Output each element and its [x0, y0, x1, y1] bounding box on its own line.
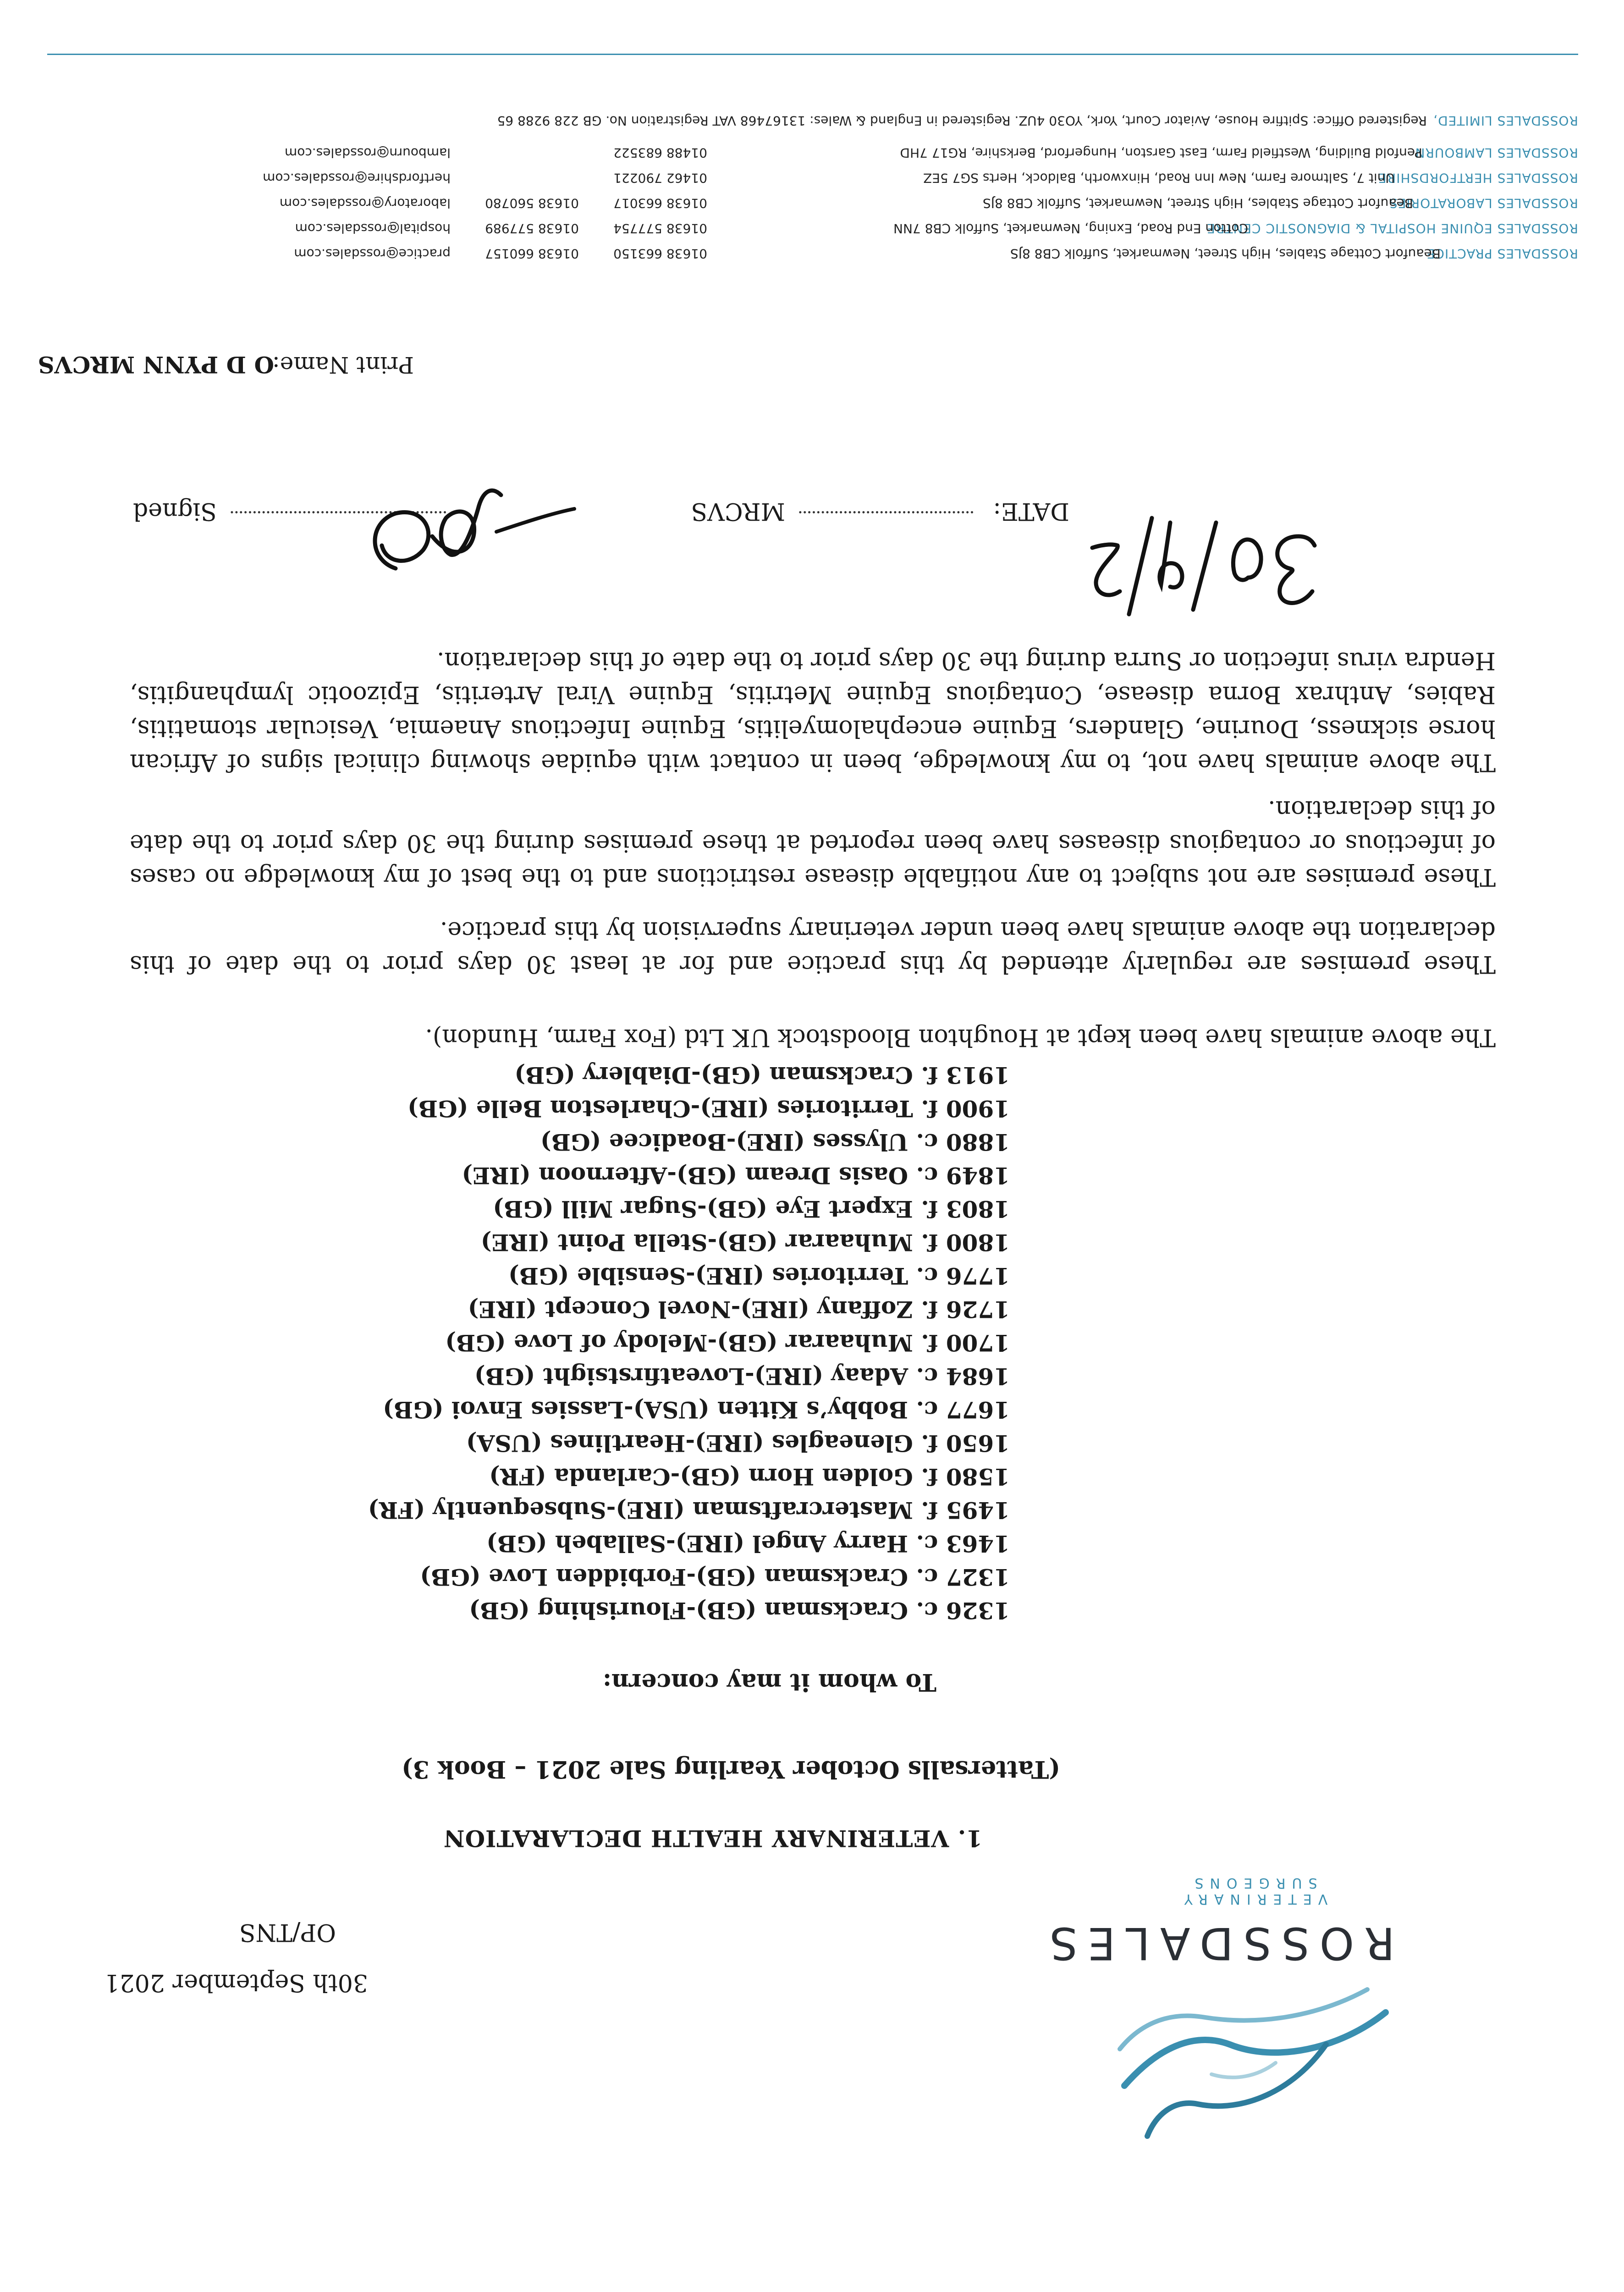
office-address: Beaufort Cottage Stables, High Street, Newmarket, Suffolk CB8 8JS [982, 196, 1413, 211]
office-name: ROSSDALES LABORATORIES [1388, 196, 1578, 211]
footer-office-row [47, 193, 1578, 211]
paragraph-disease: These premises are not subject to any notifiable disease restrictions and to the best of my knowledge no cases of infectious or contagious diseases have been reported at these premises during the 30 days prior to the date of this declaration. [130, 795, 1496, 891]
letter-date: 30th September 2021 [104, 1969, 368, 1996]
declaration-heading: 1. VETERINARY HEALTH DECLARATION [443, 1825, 982, 1852]
office-email: lambourn@rossdales.com [284, 145, 451, 160]
lot-item: 1677 c. Bobby’s Kitten (USA)-Lassies Envoi (GB) [383, 1396, 1010, 1423]
lot-item: 1650 f. Gleneagles (IRE)-Heartlines (USA) [466, 1430, 1010, 1457]
footer-divider [47, 54, 1578, 55]
office-email: hertfordshire@rossdales.com [263, 171, 451, 186]
office-name: ROSSDALES LAMBOURN [1415, 145, 1578, 160]
office-address: Beaufort Cottage Stables, High Street, Newmarket, Suffolk CB8 8JS [1010, 246, 1441, 261]
company-name: ROSSDALES [1039, 1917, 1395, 1969]
declaration-subheading: (Tattersalls October Yearling Sale 2021 – Book 3) [402, 1755, 1060, 1783]
lot-item: 1463 c. Harry Angel (IRE)-Sallabeh (GB) [486, 1530, 1010, 1557]
office-address: Penfold Building, Westfield Farm, East Garston, Hungerford, Berkshire, RG17 7HD [900, 145, 1422, 160]
registration-text: Registered Office: Spitfire House, Aviator Court, York, YO30 4UZ. Registered in England & Wales: 13167468 VAT Registration No. GB 228 9288 65 [497, 113, 1427, 128]
office-fax: 01638 660157 [485, 246, 579, 261]
footer-registration [47, 110, 1578, 128]
print-name-value: O D PYNN MRCVS [38, 351, 274, 378]
paragraph-contact: The above animals have not, to my knowledge, been in contact with equidae showing clinical signs of African horse sickness, Dourine, Glanders, Equine encephalomyelitis, Equine Infectious Anaemia, Vesicular stomatitis, Rabies, Anthrax Borna disease, Contagious Equine Metritis, Equine Viral Arteritis, Epizootic lymphangitis, Hendra virus infection or Surra during the 30 days prior to the date of this declaration. [130, 647, 1496, 776]
salutation: To whom it may concern: [602, 1668, 936, 1696]
office-tel: 01488 683522 [613, 145, 707, 160]
lot-item: 1913 f. Cracksman (GB)-Diablery (GB) [514, 1062, 1010, 1089]
letter-reference: OP/TNS [239, 1918, 336, 1946]
lot-item: 1776 c. Territories (IRE)-Sensible (GB) [508, 1262, 1010, 1289]
signed-label: Signed [132, 497, 217, 525]
lot-list [139, 1058, 1010, 1627]
office-tel: 01638 663150 [613, 246, 707, 261]
office-name: ROSSDALES PRACTICE [1426, 246, 1578, 261]
handwritten-signature [363, 481, 584, 601]
office-name: ROSSDALES EQUINE HOSPITAL & DIAGNOSTIC CENTRE [1206, 221, 1578, 236]
lot-item: 1726 f. Zoffany (IRE)-Novel Concept (IRE) [468, 1296, 1010, 1323]
office-address: Cotton End Road, Exning, Newmarket, Suffolk CB8 7NN [893, 221, 1248, 236]
office-email: hospital@rossdales.com [295, 221, 451, 236]
office-address: Unit 7, Saltmore Farm, New Inn Road, Hinxworth, Baldock, Herts SG7 5EZ [923, 171, 1395, 186]
letterhead-logo [1039, 1875, 1509, 2223]
registration-company: ROSSDALES LIMITED, [1433, 113, 1578, 128]
office-fax: 01638 560780 [485, 196, 579, 211]
mrcvs-label: MRCVS [691, 497, 785, 525]
office-tel: 01638 663017 [613, 196, 707, 211]
office-name: ROSSDALES HERTFORDSHIRE [1378, 171, 1578, 186]
footer-office-row [47, 142, 1578, 160]
lot-item: 1580 f. Golden Horn (GB)-Carlanda (FR) [489, 1463, 1010, 1490]
lot-item: 1800 f. Muhaarar (GB)-Stella Point (IRE) [480, 1229, 1010, 1256]
office-email: laboratory@rossdales.com [279, 196, 451, 211]
paragraph-premises: These premises are regularly attended by this practice and for at least 30 days prior to the date of this declaration the above animals have been under veterinary supervision by this practice. [130, 916, 1496, 978]
lot-item: 1684 c. Adaay (IRE)-Loveatfirstsight (GB) [474, 1363, 1010, 1390]
footer-office-row [47, 243, 1578, 261]
footer-office-row [47, 167, 1578, 186]
lot-item: 1326 c. Cracksman (GB)-Flourishing (GB) [469, 1597, 1010, 1624]
office-tel: 01638 577754 [613, 221, 707, 236]
paragraph-kept: The above animals have been kept at Houghton Bloodstock UK Ltd (Fox Farm, Hundon). [425, 1024, 1496, 1051]
handwritten-date [1088, 500, 1326, 628]
lot-item: 1700 f. Muhaarar (GB)-Melody of Love (GB) [445, 1329, 1010, 1356]
lot-item: 1900 f. Territories (IRE)-Charleston Belle (GB) [407, 1095, 1010, 1122]
lot-item: 1327 c. Cracksman (GB)-Forbidden Love (GB) [420, 1564, 1010, 1591]
office-fax: 01638 577989 [485, 221, 579, 236]
footer-office-row [47, 218, 1578, 236]
print-name-label: Print Name: [272, 352, 414, 378]
horse-swirl-logo [1111, 1971, 1395, 2164]
lot-item: 1849 c. Oasis Dream (GB)-Afternoon (IRE) [462, 1162, 1010, 1189]
lot-item: 1880 c. Ulysses (IRE)-Boadicee (GB) [540, 1129, 1010, 1156]
footer-offices [47, 87, 1578, 261]
lot-item: 1495 f. Mastercraftsman (IRE)-Subsequently (FR) [368, 1497, 1010, 1524]
company-tagline: VETERINARY SURGEONS [1178, 1875, 1328, 1907]
date-dotted-line [799, 511, 973, 513]
lot-item: 1803 f. Expert Eye (GB)-Sugar Mill (GB) [493, 1196, 1010, 1223]
date-label: DATE: [993, 497, 1069, 525]
office-email: practice@rossdales.com [294, 246, 451, 261]
office-tel: 01462 790221 [613, 171, 707, 186]
